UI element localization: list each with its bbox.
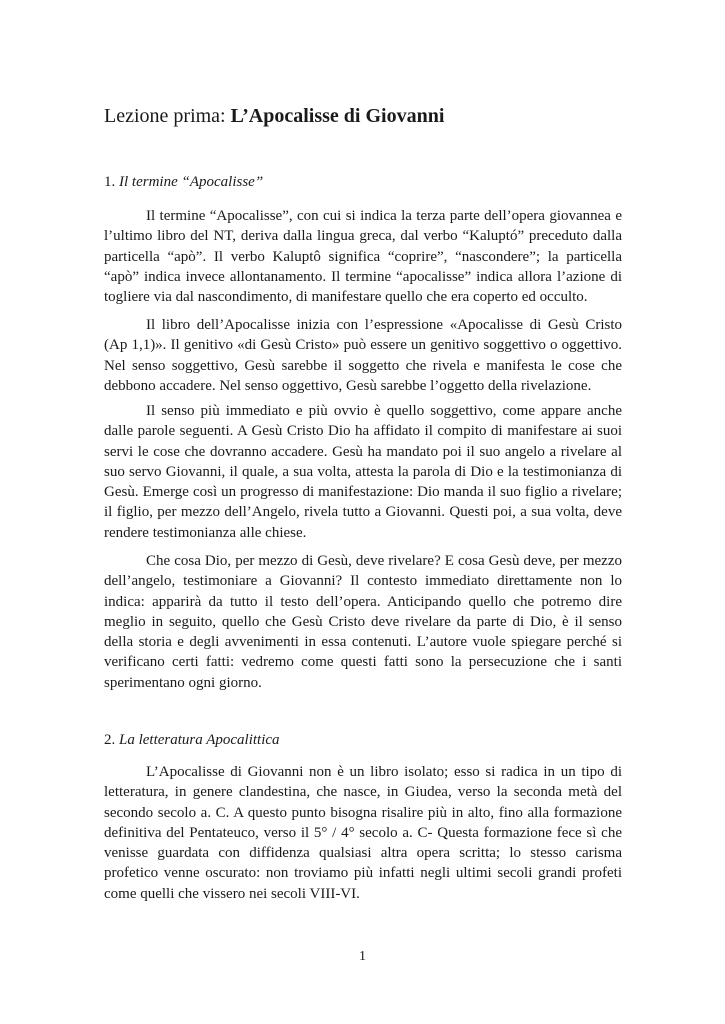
paragraph: Che cosa Dio, per mezzo di Gesù, deve rivelare? E cosa Gesù deve, per mezzo dell’angelo, testimoniare a Giovanni? Il contesto immediato direttamente non lo indica: apparirà da tutto il testo dell’opera. Anticipando quello che potremo dire meglio in seguito, quello che Gesù Cristo deve rivelare da parte di Dio, è il senso della storia e degli avvenimenti in essa contenuti. L’autore vuole spiegare perché si verificano certi fatti: vedremo come questi fatti sono la persecuzione che i santi sperimentano ogni giorno.: [104, 553, 622, 691]
section-heading-1: [104, 172, 624, 192]
section-number: 1.: [104, 174, 119, 190]
page-number: 1: [359, 949, 366, 964]
section-title: Il termine “Apocalisse”: [119, 174, 264, 190]
lesson-title: [104, 104, 664, 128]
section-number: 2.: [104, 732, 119, 748]
section-heading-2: [104, 730, 624, 750]
lesson-title-prefix: Lezione prima:: [104, 105, 231, 127]
paragraph: Il libro dell’Apocalisse inizia con l’espressione «Apocalisse di Gesù Cristo (Ap 1,1)». Il genitivo «di Gesù Cristo» può essere un genitivo soggettivo o oggettivo. Nel senso soggettivo, Gesù sarebbe il soggetto che rivela e manifesta le cose che debbono accadere. Nel senso oggettivo, Gesù sarebbe l’oggetto della rivelazione.: [104, 317, 622, 394]
lesson-title-main: L’Apocalisse di Giovanni: [230, 105, 445, 127]
paragraph: Il termine “Apocalisse”, con cui si indica la terza parte dell’opera giovannea e l’ultimo libro del NT, deriva dalla lingua greca, dal verbo “Kaluptó” preceduto dalla particella “apò”. Il verbo Kaluptô significa “coprire”, “nascondere”; la particella “apò” indica invece allontanamento. Il termine “apocalisse” indica allora l’azione di togliere via dal nascondimento, di manifestare quello che era coperto ed occulto.: [104, 208, 622, 306]
paragraph: Il senso più immediato e più ovvio è quello soggettivo, come appare anche dalle parole seguenti. A Gesù Cristo Dio ha affidato il compito di manifestare ai suoi servi le cose che dovranno accadere. Gesù ha mandato poi il suo angelo a rivelare al suo servo Giovanni, il quale, a sua volta, attesta la parola di Dio e la testimonianza di Gesù. Emerge così un progresso di manifestazione: Dio manda il suo figlio a rivelare; il figlio, per mezzo dell’Angelo, rivela tutto a Giovanni. Questi poi, a sua volta, deve rendere testimonianza alle chiese.: [104, 403, 622, 541]
section-title: La letteratura Apocalittica: [119, 732, 280, 748]
paragraph: L’Apocalisse di Giovanni non è un libro isolato; esso si radica in un tipo di letteratura, in genere clandestina, che nasce, in Giudea, verso la seconda metà del secondo secolo a. C. A questo punto bisogna risalire più in alto, fino alla formazione definitiva del Pentateuco, verso il 5° / 4° secolo a. C- Questa formazione fece sì che venisse guardata con diffidenza qualsiasi altra opera scritta; lo stesso carisma profetico venne oscurato: non troviamo più infatti negli ultimi secoli grandi profeti come quelli che vissero nei secoli VIII-VI.: [104, 764, 622, 902]
